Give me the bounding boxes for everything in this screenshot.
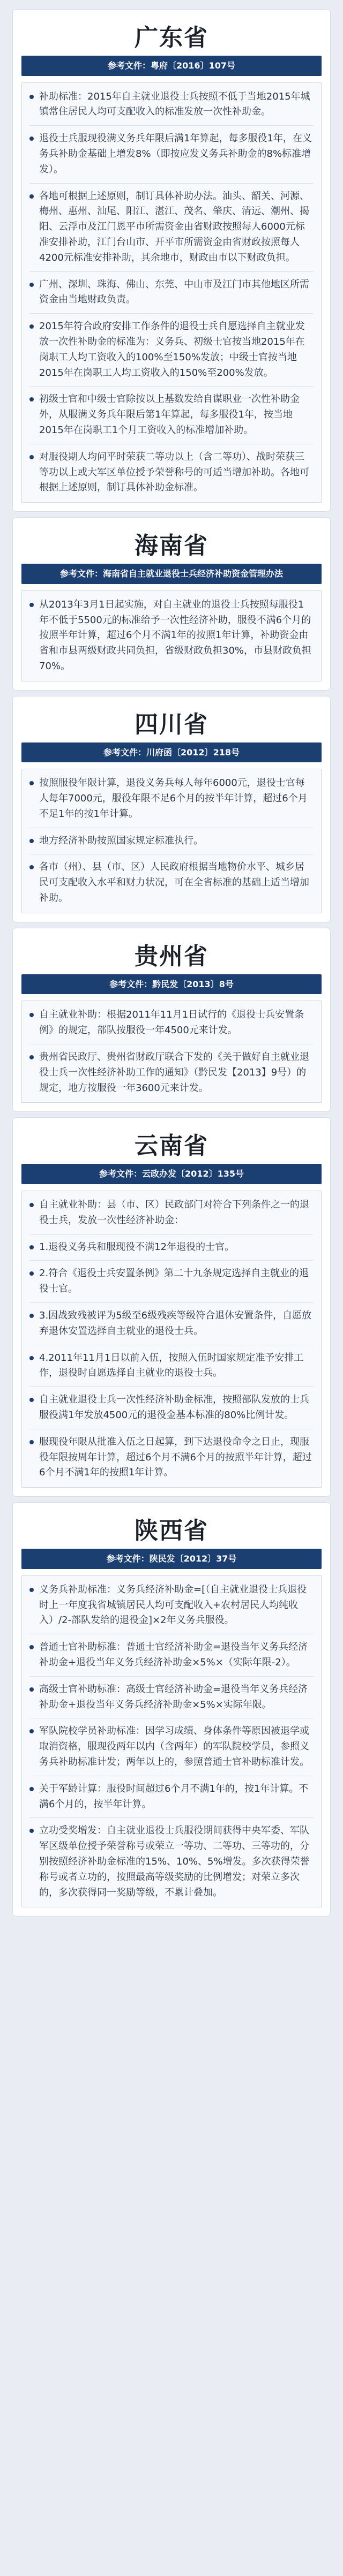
reference-bar xyxy=(21,743,322,763)
reference-text: 参考文件：陕民发〔2012〕37号 xyxy=(106,1554,237,1564)
section-yunnan xyxy=(13,1118,330,1496)
list-item xyxy=(29,1198,314,1229)
bullet-icon xyxy=(29,1245,34,1249)
section-shaanxi xyxy=(13,1503,330,1916)
content-box xyxy=(21,1575,322,1908)
item-text: 2.符合《退役士兵安置条例》第二十九条规定选择自主就业的退役士官。 xyxy=(39,1268,309,1295)
bullet-icon xyxy=(29,865,34,869)
list-item xyxy=(29,277,314,308)
list-item xyxy=(29,450,314,496)
bullet-icon xyxy=(29,1588,34,1592)
reference-bar xyxy=(21,1549,322,1569)
item-text: 高级士官补助标准：高级士官经济补助金=退役当年义务兵经济补助金+退役当年义务兵经济补助金×5%×实际年限。 xyxy=(39,1683,308,1710)
content-box xyxy=(21,1191,322,1488)
item-text: 3.因战致残被评为5级至6级残疾等级符合退休安置条件，自愿放弃退休安置选择自主就业的退役士兵。 xyxy=(39,1310,312,1337)
bullet-icon xyxy=(29,1203,34,1207)
reference-text: 参考文件：川府函〔2012〕218号 xyxy=(103,747,240,757)
reference-text: 参考文件：粤府〔2016〕107号 xyxy=(108,60,235,71)
reference-bar xyxy=(21,1164,322,1184)
item-text: 补助标准：2015年自主就业退役士兵按照不低于当地2015年城镇常住居民人均可支配收入的标准发放一次性补助金。 xyxy=(39,90,310,118)
list-item xyxy=(29,597,314,675)
item-text: 服现役年限从批准入伍之日起算，到下达退役命令之日止，现服役年限按周年计算，超过6个月不满6个月的按照半年计算，超过6个月不满1年的按照1年计算。 xyxy=(39,1436,312,1479)
list-item xyxy=(29,1640,314,1671)
reference-bar xyxy=(21,56,322,76)
item-text: 关于军龄计算：服役时间超过6个月不满1年的，按1年计算。不满6个月的，按半年计算。 xyxy=(39,1783,309,1810)
bullet-icon xyxy=(29,1687,34,1692)
bullet-icon xyxy=(29,1271,34,1276)
list-item xyxy=(29,1582,314,1628)
content-box xyxy=(21,1001,322,1103)
list-item xyxy=(29,1266,314,1297)
divider xyxy=(29,1302,314,1303)
list-item xyxy=(29,1435,314,1481)
divider xyxy=(29,1260,314,1261)
item-text: 退役士兵服现役满义务兵年限后满1年算起，每多服役1年，在义务兵补助金基础上增发8%（即按应发义务兵补助金的8%标准增发）。 xyxy=(39,133,312,175)
list-item xyxy=(29,1351,314,1382)
list-item xyxy=(29,392,314,438)
divider xyxy=(29,271,314,272)
item-text: 军队院校学员补助标准：因学习成绩、身体条件等原因被退学或取消资格，服现役两年以内（含两年）的军队院校学员，参照义务兵补助标准计发；两年以上的，参照普通士官补助标准计发。 xyxy=(39,1725,309,1768)
item-text: 贵州省民政厅、贵州省财政厅联合下发的《关于做好自主就业退役士兵一次性经济补助工作的通知》（黔民发【2013】9号）的规定，地方按服役一年3600元来计发。 xyxy=(39,1051,309,1094)
reference-text: 参考文件：黔民发〔2013〕8号 xyxy=(109,979,234,989)
list-item xyxy=(29,131,314,177)
list-item xyxy=(29,1308,314,1339)
bullet-icon xyxy=(29,1440,34,1444)
list-item xyxy=(29,1050,314,1096)
bullet-icon xyxy=(29,1729,34,1733)
item-text: 各市（州）、县（市、区）人民政府根据当地物价水平、城乡居民可支配收入水平和财力状况，可在全省标准的基础上适当增加补助。 xyxy=(39,861,309,904)
section-guizhou xyxy=(13,928,330,1112)
section-title: 陕西省 xyxy=(135,1517,208,1545)
list-item xyxy=(29,189,314,266)
item-text: 按照服役年限计算，退役义务兵每人每年6000元，退役士官每人每年7000元，服役年限不足6个月的按半年计算，超过6个月不足1年的按1年计算。 xyxy=(39,777,308,820)
list-item xyxy=(29,776,314,822)
reference-bar xyxy=(21,974,322,995)
bullet-icon xyxy=(29,1645,34,1649)
section-hainan xyxy=(13,518,330,690)
item-text: 普通士官补助标准：普通士官经济补助金=退役当年义务兵经济补助金+退役当年义务兵经济补助金×5%×（实际年限-2）。 xyxy=(39,1641,308,1668)
item-text: 自主就业补助：县（市、区）民政部门对符合下列条件之一的退役士兵，发放一次性经济补助金： xyxy=(39,1199,309,1226)
item-text: 4.2011年11月1日以前入伍，按照入伍时国家规定准予安排工作，退役时自愿选择自主就业的退役士兵。 xyxy=(39,1352,304,1379)
bullet-icon xyxy=(29,194,34,199)
item-text: 对服役期人均问平时荣获二等功以上（含二等功）、战时荣获三等功以上或大军区单位授予荣誉称号的可适当增加补助。各地可根据上述原则，制订具体补助金标准。 xyxy=(39,451,309,494)
content-box xyxy=(21,769,322,913)
divider xyxy=(29,1676,314,1677)
item-text: 1.退役义务兵和服现役不满12年退役的士官。 xyxy=(39,1241,235,1253)
bullet-icon xyxy=(29,1314,34,1318)
bullet-icon xyxy=(29,455,34,459)
section-title: 海南省 xyxy=(135,532,208,560)
item-text: 各地可根据上述原则，制订具体补助办法。汕头、韶关、河源、梅州、惠州、汕尾、阳江、湛江、茂名、肇庆、清远、潮州、揭阳、云浮市及江门恩平市所需资金由省财政按照每人6000元标准安排补助，江门台山市、开平市所需资金由省财政按照每人4200元标准安排补助，其余地市，财政由市以下财政负担。 xyxy=(39,190,309,263)
section-title: 贵州省 xyxy=(135,942,208,970)
divider xyxy=(29,386,314,387)
list-item xyxy=(29,1007,314,1039)
list-item xyxy=(29,1392,314,1423)
bullet-icon xyxy=(29,1787,34,1791)
item-text: 初级士官和中级士官除按以上基数发给自谋职业一次性补助金外，从服满义务兵年限后第1年算起，每多服役1年，按当地2015年在岗职工1个月工资收入的标准增加补助。 xyxy=(39,393,300,436)
reference-text: 参考文件：云政办发〔2012〕135号 xyxy=(99,1169,244,1179)
item-text: 地方经济补助按照国家规定标准执行。 xyxy=(39,835,203,846)
bullet-icon xyxy=(29,1055,34,1059)
bullet-icon xyxy=(29,1829,34,1833)
section-guangdong xyxy=(13,10,330,511)
content-box xyxy=(21,590,322,681)
item-text: 从2013年3月1日起实施，对自主就业的退役士兵按照每服役1年不低于5500元的标准给予一次性经济补助，服役不满6个月的按照半年计算，超过6个月不满1年的按照1年计算，补助资金由省和市县两级财政共同负担，省级财政负担30%，市县财政负担70%。 xyxy=(39,598,312,672)
bullet-icon xyxy=(29,397,34,401)
bullet-icon xyxy=(29,137,34,141)
bullet-icon xyxy=(29,1013,34,1017)
divider xyxy=(29,125,314,126)
bullet-icon xyxy=(29,95,34,99)
content-box xyxy=(21,82,322,503)
reference-bar xyxy=(21,564,322,584)
section-sichuan xyxy=(13,696,330,922)
bullet-icon xyxy=(29,603,34,607)
list-item xyxy=(29,1240,314,1255)
list-item xyxy=(29,1682,314,1713)
list-item xyxy=(29,860,314,906)
divider xyxy=(29,183,314,184)
list-item xyxy=(29,834,314,849)
section-title: 广东省 xyxy=(135,24,208,51)
item-text: 自主就业退役士兵一次性经济补助金标准，按照部队发放的士兵服役满1年发放4500元的退役金基本标准的80%比例计发。 xyxy=(39,1394,309,1421)
bullet-icon xyxy=(29,283,34,287)
list-item xyxy=(29,1724,314,1770)
bullet-icon xyxy=(29,781,34,785)
divider xyxy=(29,313,314,314)
list-item xyxy=(29,1782,314,1813)
section-title: 四川省 xyxy=(135,710,208,738)
item-text: 自主就业补助：根据2011年11月1日试行的《退役士兵安置条例》的规定，部队按服役一年4500元来计发。 xyxy=(39,1009,304,1036)
bullet-icon xyxy=(29,1356,34,1360)
bullet-icon xyxy=(29,839,34,843)
bullet-icon xyxy=(29,1398,34,1402)
bottom-spacer xyxy=(0,1916,343,1923)
bullet-icon xyxy=(29,324,34,329)
list-item xyxy=(29,319,314,381)
list-item xyxy=(29,1823,314,1900)
item-text: 义务兵补助标准：义务兵经济补助金=[（自主就业退役士兵退役时上一年度我省城镇居民人均可支配收入+农村居民人均纯收入）/2-部队发给的退役金]×2年义务兵服役。 xyxy=(39,1584,307,1626)
item-text: 2015年符合政府安排工作条件的退役士兵自愿选择自主就业发放一次性补助金的标准为：义务兵、初级士官按当地2015年在岗职工人均工资收入的100%至150%发放；中级士官按当地2015年在岗职工人均工资收入的150%至200%发放。 xyxy=(39,321,305,378)
reference-text: 参考文件：海南省自主就业退役士兵经济补助资金管理办法 xyxy=(59,569,283,579)
section-title: 云南省 xyxy=(135,1132,208,1160)
divider xyxy=(29,1817,314,1818)
list-item xyxy=(29,89,314,120)
item-text: 广州、深圳、珠海、佛山、东莞、中山市及江门市其他地区所需资金由当地财政负责。 xyxy=(39,278,309,306)
item-text: 立功受奖增发：自主就业退役士兵服役期间获得中央军委、军队军区级单位授予荣誉称号或荣立一等功、二等功、三等功的，分别按照经济补助金标准的15%、10%、5%增发。多次获得荣誉称号或者立功的，按照最高等级奖励的比例增发；对荣立多次的，多次获得同一奖励等级，不累计叠加。 xyxy=(39,1825,310,1898)
